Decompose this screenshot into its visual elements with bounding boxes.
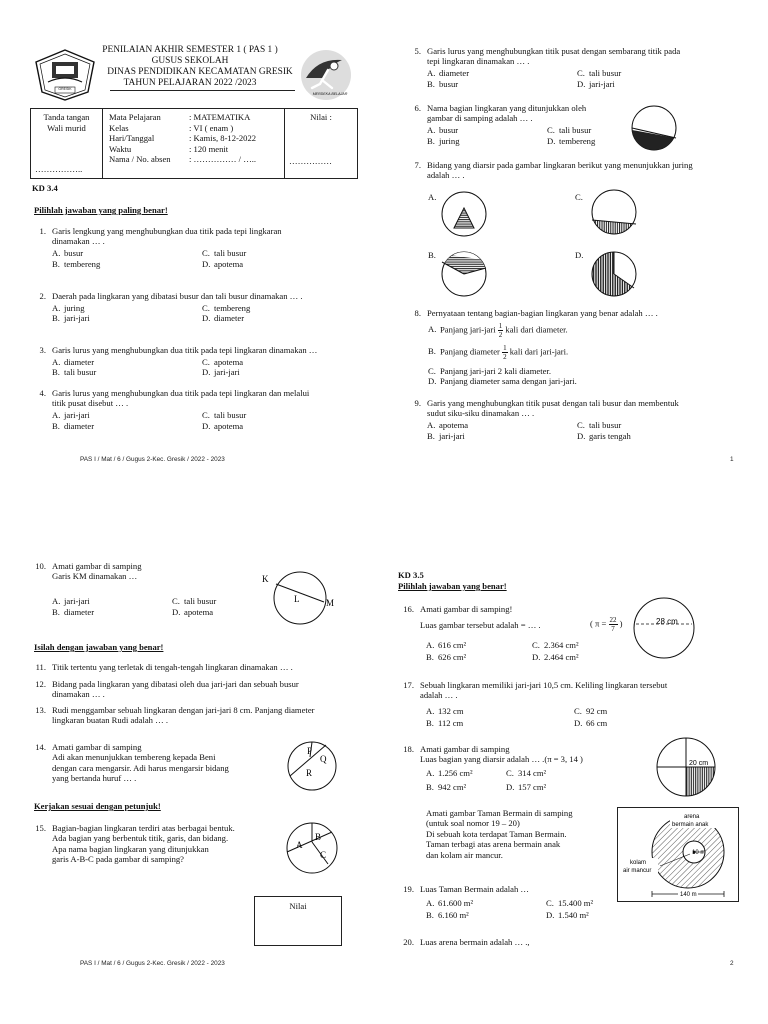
p1r-q6-option-b[interactable]: B. juring: [427, 135, 460, 146]
p1-q2-option-d[interactable]: D. diameter: [202, 313, 245, 323]
q7-option-a-label: A.: [428, 192, 437, 202]
p1r-q5-option-d[interactable]: D. jari-jari: [577, 78, 615, 89]
district-logo-caption: GRESIK: [58, 87, 72, 91]
kd34-title: KD 3.4: [32, 183, 58, 193]
point-k-label: K: [262, 574, 269, 584]
park-diagram: [618, 808, 740, 903]
arena-label-2: bermain anak: [672, 822, 709, 828]
score-cell: [285, 109, 358, 179]
q17-option-a[interactable]: A. 132 cm: [426, 706, 464, 716]
p1-q1-option-d[interactable]: D. apotema: [202, 258, 244, 269]
parent-signature-cell: [31, 109, 103, 179]
q15-circle-figure: [284, 820, 340, 876]
q19-option-d[interactable]: D. 1.540 m²: [546, 910, 589, 920]
p1-q1-option-c[interactable]: C. tali busur: [202, 248, 247, 258]
point-l-label: L: [294, 594, 300, 604]
question-number: 3.: [39, 345, 46, 355]
q18-option-a[interactable]: A. 1.256 cm²: [426, 768, 473, 778]
value-date: : Kamis, 8-12-2022: [189, 133, 257, 143]
kd35-instruction: Pilihlah jawaban yang benar!: [398, 581, 507, 591]
question-number: 4.: [39, 388, 46, 398]
label-name: Nama / No. absen: [109, 154, 171, 164]
q6-segment-figure: [630, 104, 678, 152]
q19-option-c[interactable]: C. 15.400 m²: [546, 898, 594, 908]
score-label: Nilai :: [310, 112, 332, 122]
page-number-2: 2: [730, 960, 734, 967]
q16-option-a[interactable]: A. 616 cm²: [426, 640, 467, 650]
footer-page2: PAS I / Mat / 6 / Gugus 2-Kec. Gresik / 2022 - 2023: [80, 960, 225, 967]
q10-option-a[interactable]: A. jari-jari: [52, 596, 90, 606]
park-figure-box: [617, 807, 739, 902]
question-text: Nama bagian lingkaran yang ditunjukkan oleh gambar di samping adalah … .: [427, 103, 587, 124]
question-text: Garis lurus yang menghubungkan dua titik pada tepi lingkaran dan melalui titik pusat disebut … .: [52, 388, 310, 409]
q14-circle-figure: [286, 740, 338, 792]
park-description: Amati gambar Taman Bermain di samping (untuk soal nomor 19 – 20) Di sebuah kota terdapat Taman Bermain. Taman terbagi atas arena bermain anak dan kolam air mancur.: [426, 808, 573, 860]
label-c: C: [320, 850, 327, 860]
q8-option-a[interactable]: A. Panjang jari-jari $\frac{1}{2}$ kali dari diameter.: [428, 322, 568, 339]
q18-option-b[interactable]: B. 942 cm²: [426, 782, 467, 792]
p1r-q9-option-a[interactable]: A. apotema: [427, 420, 469, 430]
header-agency: DINAS PENDIDIKAN KECAMATAN GRESIK: [107, 67, 293, 77]
p1r-q9-option-c[interactable]: C. tali busur: [577, 420, 622, 430]
question-text: Bidang pada lingkaran yang dibatasi oleh dua jari-jari dan sebuah busur dinamakan … .: [52, 679, 299, 700]
p1r-q9-option-b[interactable]: B. jari-jari: [427, 430, 465, 441]
p1-q1-option-b[interactable]: B. tembereng: [52, 258, 101, 269]
question-text: Bagian-bagian lingkaran terdiri atas berbagai bentuk. Ada bagian yang berbentuk titik, garis, dan bidang. Apa nama bagian lingkaran yang ditunjukkan garis A-B-C pada gambar di samping?: [52, 823, 235, 865]
p1-q3-option-b[interactable]: B. tali busur: [52, 367, 97, 377]
p1-q3-option-d[interactable]: D. jari-jari: [202, 367, 240, 377]
question-text: Pernyataan tentang bagian-bagian lingkaran yang benar adalah … .: [427, 308, 658, 318]
pond-label: kolam: [630, 860, 647, 866]
p1r-q6-option-c[interactable]: C. tali busur: [547, 125, 592, 135]
q19-option-a[interactable]: A. 61.600 m²: [426, 898, 474, 908]
q7-figure-d[interactable]: [590, 250, 638, 298]
q17-option-d[interactable]: D. 66 cm: [574, 718, 608, 728]
park-diameter-label: 140 m: [680, 892, 697, 898]
q18-circle-figure: [655, 736, 717, 798]
p1-q2-option-b[interactable]: B. jari-jari: [52, 313, 90, 323]
q7-figure-a[interactable]: [440, 190, 488, 238]
question-number: 9.: [414, 398, 421, 408]
signature-title: Tanda tangan: [43, 112, 90, 122]
region-q-label: Q: [320, 754, 327, 764]
header-divider: [110, 90, 295, 91]
details-values: [189, 112, 285, 165]
question-number: 7.: [414, 160, 421, 170]
q7-figure-c[interactable]: [590, 188, 638, 236]
p1-q2-option-c[interactable]: C. tembereng: [202, 302, 251, 313]
q16-option-c[interactable]: C. 2.364 cm²: [532, 640, 579, 650]
question-number: 15.: [35, 823, 46, 833]
value-name[interactable]: : …………… / …..: [189, 154, 257, 164]
q17-option-c[interactable]: C. 92 cm: [574, 706, 608, 716]
score-dots[interactable]: ……………: [289, 155, 332, 166]
question-number: 1.: [39, 226, 46, 236]
question-number: 11.: [35, 662, 46, 672]
label-b: B: [315, 832, 322, 842]
q19-option-b[interactable]: B. 6.160 m²: [426, 910, 469, 920]
q7-option-c-label: C.: [575, 192, 583, 202]
nilai-label: Nilai: [289, 901, 307, 911]
merdeka-belajar-logo: [298, 48, 354, 102]
question-number: 12.: [35, 679, 46, 689]
p1r-q5-option-b[interactable]: B. busur: [427, 78, 459, 89]
merdeka-belajar-caption: MERDEKA BELAJAR: [312, 92, 348, 96]
point-m-label: M: [326, 598, 335, 608]
q10-circle-figure: [262, 568, 342, 628]
q16-circle-figure: [632, 596, 696, 660]
question-text: Garis lengkung yang menghubungkan dua titik pada tepi lingkaran dinamakan … .: [52, 226, 282, 247]
q10-option-c[interactable]: C. tali busur: [172, 596, 217, 606]
header-year: TAHUN PELAJARAN 2022 /2023: [123, 78, 257, 88]
q8-option-d[interactable]: D. Panjang diameter sama dengan jari-jari.: [428, 376, 577, 386]
question-text: Garis lurus yang menghubungkan titik pusat dengan sembarang titik pada tepi lingkaran dinamakan … .: [427, 46, 681, 67]
region-r-label: R: [306, 768, 313, 778]
q18-option-d[interactable]: D. 157 cm²: [506, 782, 547, 792]
q10-option-b[interactable]: B. diameter: [52, 607, 95, 617]
question-number: 2.: [39, 291, 46, 301]
petunjuk-instruction: Kerjakan sesuai dengan petunjuk!: [34, 801, 161, 811]
question-text: Bidang yang diarsir pada gambar lingkaran berikut yang menunjukkan juring adalah … .: [427, 160, 693, 181]
p1-q4-option-b[interactable]: B. diameter: [52, 420, 95, 431]
question-text: Amati gambar di samping Adi akan menunjukkan tembereng kepada Beni dengan cara mengarsir. Adi harus mengarsir bidang yang bertanda huruf … .: [52, 742, 229, 784]
value-subject: : MATEMATIKA: [189, 112, 251, 122]
kd34-instruction: Pilihlah jawaban yang paling benar!: [34, 205, 168, 215]
label-time: Waktu: [109, 143, 132, 154]
label-a: A: [296, 840, 303, 850]
label-class: Kelas: [109, 122, 129, 133]
header-subtitle: GUSUS SEKOLAH: [151, 56, 229, 66]
details-labels: [109, 112, 189, 165]
q18-option-c[interactable]: C. 314 cm²: [506, 768, 547, 778]
header-title: PENILAIAN AKHIR SEMESTER 1 ( PAS 1 ): [102, 45, 278, 55]
question-text: Rudi menggambar sebuah lingkaran dengan jari-jari 8 cm. Panjang diameter lingkaran buatan Rudi adalah … .: [52, 705, 315, 726]
question-number: 8.: [414, 308, 421, 318]
value-class: : VI ( enam ): [189, 122, 234, 133]
nilai-box[interactable]: [254, 896, 342, 946]
question-text: Garis yang menghubungkan titik pusat dengan tali busur dan membentuk sudut siku-siku dinamakan … .: [427, 398, 679, 419]
p1r-q5-option-a[interactable]: A. diameter: [427, 68, 470, 78]
diameter-label: 28 cm: [656, 617, 678, 626]
signature-dots: ……………..: [35, 163, 83, 174]
p1r-q6-option-d[interactable]: D. tembereng: [547, 135, 596, 146]
question-text: Garis lurus yang menghubungkan dua titik pada tepi lingkaran dinamakan …: [52, 345, 318, 355]
p1-q3-option-a[interactable]: A. diameter: [52, 356, 95, 367]
q7-option-b-label: B.: [428, 250, 436, 260]
q8-option-c[interactable]: C. Panjang jari-jari 2 kali diameter.: [428, 366, 551, 376]
kd35-title: KD 3.5: [398, 570, 424, 580]
fraction-one-half: $\frac{1}{2}$: [503, 344, 507, 361]
radius-label: 20 cm: [689, 760, 709, 767]
arena-label: arena: [684, 814, 700, 820]
pond-radius-label: 10 m: [692, 850, 706, 856]
question-number: 5.: [414, 46, 421, 56]
p1-q4-option-a[interactable]: A. jari-jari: [52, 410, 90, 420]
value-time: : 120 menit: [189, 143, 229, 154]
p1-q2-option-a[interactable]: A. juring: [52, 302, 85, 313]
region-p-label: P: [307, 746, 313, 756]
p1-q1-option-a[interactable]: A. busur: [52, 248, 84, 258]
question-number: 14.: [35, 742, 46, 752]
q7-option-d-label: D.: [575, 250, 584, 260]
q8-option-b[interactable]: B. Panjang diameter $\frac{1}{2}$ kali dari jari-jari.: [428, 344, 569, 361]
q17-option-b[interactable]: B. 112 cm: [426, 718, 464, 728]
p1-q4-option-c[interactable]: C. tali busur: [202, 410, 247, 420]
p1r-q6-option-a[interactable]: A. busur: [427, 125, 459, 135]
subject-details-cell: [103, 109, 285, 179]
p1r-q9-option-d[interactable]: D. garis tengah: [577, 430, 631, 441]
question-number: 13.: [35, 705, 46, 715]
question-text: Titik tertentu yang terletak di tengah-tengah lingkaran dinamakan … .: [52, 662, 293, 672]
footer-page1: PAS I / Mat / 6 / Gugus 2-Kec. Gresik / 2022 - 2023: [80, 456, 225, 463]
q16-pi-value: ( π = $\frac{22}{7}$ ): [590, 616, 623, 633]
p1r-q5-option-c[interactable]: C. tali busur: [577, 68, 622, 78]
question-text: Daerah pada lingkaran yang dibatasi busur dan tali busur dinamakan … .: [52, 291, 303, 301]
fraction-one-half: $\frac{1}{2}$: [498, 322, 503, 339]
label-subject: Mata Pelajaran: [109, 112, 161, 122]
page-number-1: 1: [730, 456, 734, 463]
pond-label-2: air mancur: [623, 868, 652, 874]
p1-q4-option-d[interactable]: D. apotema: [202, 420, 244, 431]
isian-instruction: Isilah dengan jawaban yang benar!: [34, 642, 164, 652]
signature-subtitle: Wali murid: [47, 122, 86, 133]
q7-figure-b[interactable]: [440, 250, 488, 298]
label-date: Hari/Tanggal: [109, 133, 155, 143]
q16-option-d[interactable]: D. 2.464 cm²: [532, 652, 579, 662]
question-number: 6.: [414, 103, 421, 113]
student-info-table: [30, 108, 358, 179]
p1-q3-option-c[interactable]: C. apotema: [202, 356, 244, 367]
q10-option-d[interactable]: D. apotema: [172, 607, 214, 617]
q16-option-b[interactable]: B. 626 cm²: [426, 652, 467, 662]
